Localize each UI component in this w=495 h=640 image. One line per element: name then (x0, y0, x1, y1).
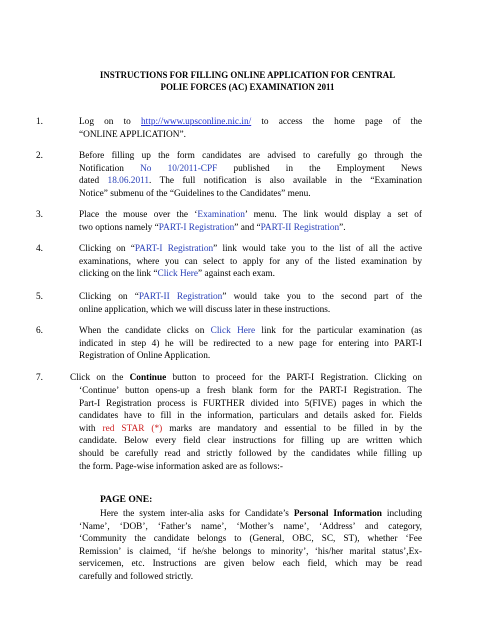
instruction-item-3 (79, 209, 422, 234)
page-one-line-3: ‘Community the candidate belongs to (General, OBC, SC, ST), whether ‘Fee (79, 534, 422, 545)
item-number: 4. (36, 244, 43, 254)
instruction-item-7 (70, 372, 422, 385)
item-number: 2. (36, 151, 43, 161)
item-4-line-2: examinations, where you can select to apply for any of the listed examination by (79, 256, 422, 267)
document-title-line-1: INSTRUCTIONS FOR FILLING ONLINE APPLICATION FOR CENTRAL (99, 70, 396, 80)
item-7-line-1: Click on the Continue button to proceed for the PART-I Registration. Clicking on (70, 373, 422, 383)
item-7-line-4: candidates have to fill in the information, particulars and details asked for. Fields (79, 411, 422, 422)
item-number: 6. (36, 326, 43, 336)
item-number: 1. (36, 117, 43, 127)
document-title-line-2: POLIE FORCES (AC) EXAMINATION 2011 (160, 82, 335, 92)
item-number: 5. (36, 292, 43, 302)
item-7-line-2: ‘Continue’ button opens-up a fresh blank form for the PART-I Registration. The (79, 386, 422, 396)
page-one-line-2: ‘Name’, ‘DOB’, ‘Father’s name’, ‘Mother’s name’, ‘Address’ and category, (79, 521, 422, 532)
page-one-line-4: Remission’ is claimed, ‘if he/she belongs to minority’, ‘his/her marital status’,Ex- (79, 546, 422, 557)
instruction-item-4 (79, 243, 422, 281)
item-3-line-1: Place the mouse over the ‘Examination’ menu. The link would display a set of (79, 210, 423, 220)
upsc-online-link[interactable]: http://www.upsconline.nic.in/ (141, 117, 252, 127)
instruction-item-5 (79, 291, 422, 316)
instruction-item-2 (79, 150, 422, 200)
item-2-line-4: Notice” submenu of the “Guidelines to the Candidates” menu. (79, 188, 311, 199)
item-2-line-3: dated 18.06.2011. The full notification is also available in the “Examination (79, 176, 422, 187)
item-1-line-1: Log on to http://www.upsconline.nic.in/ to access the home page of the (79, 117, 422, 127)
item-number: 3. (36, 210, 43, 220)
item-7-line-5: with red STAR (*) marks are mandatory and essential to be filled in by the (79, 423, 422, 434)
item-7-line-7: should be carefully read and strictly followed by the candidates while filling up (79, 448, 422, 459)
item-5-line-1: Clicking on “PART-II Registration” would take you to the second part of the (79, 292, 422, 302)
item-number: 7. (36, 373, 43, 383)
item-6-line-1: When the candidate clicks on Click Here link for the particular examination (as (79, 326, 422, 336)
page-one-description (79, 508, 422, 584)
item-7-line-3: Part-I Registration process is FURTHER divided into 5(FIVE) pages in which the (79, 398, 422, 409)
page-one-heading: PAGE ONE: (100, 494, 153, 505)
item-6-line-2: indicated in step 4) he will be redirected to a new page for entering into PART-I (79, 338, 422, 349)
item-4-line-1: Clicking on “PART-I Registration” link would take you to the list of all the active (79, 244, 423, 254)
instruction-item-6 (79, 325, 422, 363)
instruction-item-1 (79, 116, 422, 141)
item-2-line-1: Before filling up the form candidates are advised to carefully go through the (79, 151, 422, 161)
item-6-line-3: Registration of Online Application. (79, 351, 211, 362)
item-1-line-2: “ONLINE APPLICATION”. (79, 129, 186, 140)
page-one-line-5: servicemen, etc. Instructions are given below each field, which may be read (79, 559, 422, 570)
page-one-line-6: carefully and followed strictly. (79, 571, 194, 582)
item-2-line-2: Notification No 10/2011-CPF published in the Employment News (79, 163, 423, 174)
item-7-line-6: candidate. Below every field clear instructions for filling up are written which (79, 436, 422, 447)
item-3-line-2: two options namely “PART-I Registration” and “PART-II Registration”. (79, 222, 346, 233)
instruction-item-7-body (79, 385, 422, 473)
item-7-line-8: the form. Page-wise information asked are as follows:- (79, 461, 283, 472)
item-5-line-2: online application, which we will discuss later in these instructions. (79, 304, 331, 315)
page-one-line-1: Here the system inter-alia asks for Candidate’s Personal Information including (100, 509, 422, 519)
item-4-line-3: clicking on the link “Click Here” against each exam. (79, 269, 275, 280)
